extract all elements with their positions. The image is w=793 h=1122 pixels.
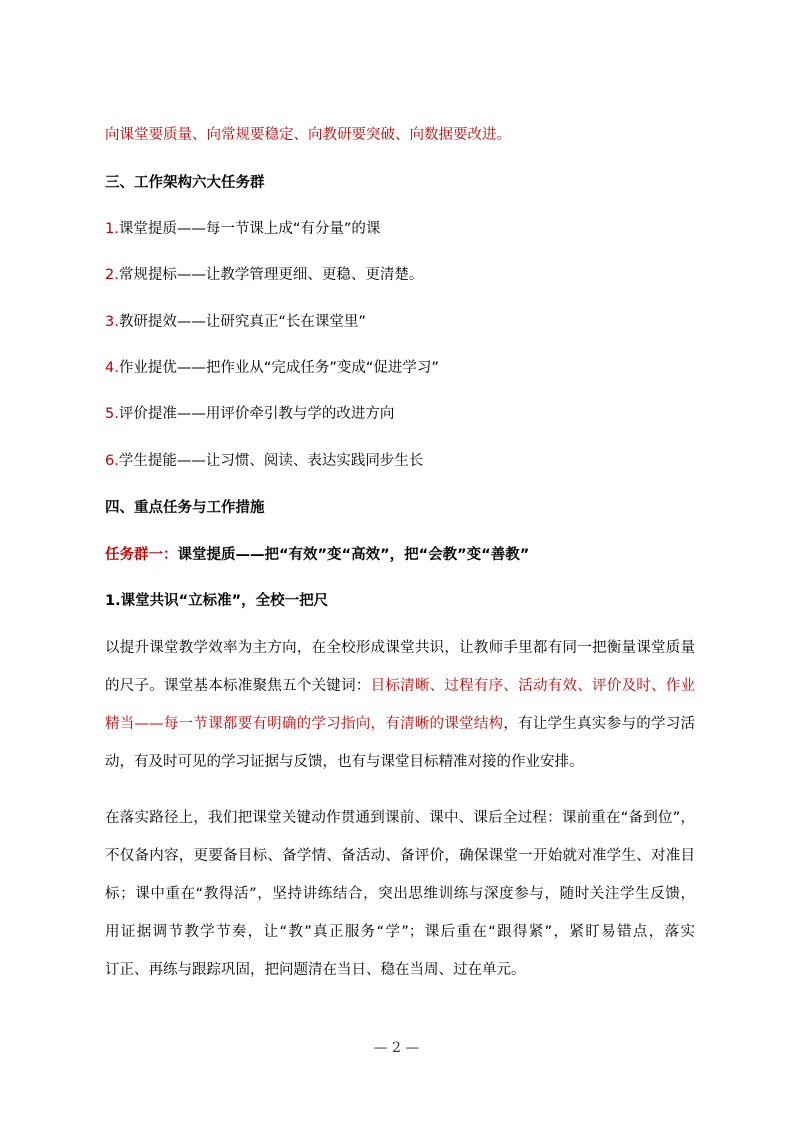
task-number: 6. [105,453,119,469]
task-item-2 [105,264,695,286]
task-text: 课堂提质——每一节课上成“有分量”的课 [118,221,381,237]
task-item-5 [105,403,695,425]
paragraph-1-line-3 [105,713,695,735]
paragraph-2-line-2: 不仅备内容，更要备目标、备学情、备活动、备评价，确保课堂一开始就对准学生、对准目 [105,848,695,864]
task-group-label: 任务群一： [105,547,178,563]
task-group-title: 课堂提质——把“有效”变“高效”，把“会教”变“善教” [177,547,530,563]
task-item-4 [105,357,695,379]
task-text: 评价提准——用评价牵引教与学的改进方向 [118,406,395,422]
paragraph-1-keywords-cont: 精当——每一节课都要有明确的学习指向，有清晰的课堂结构 [105,716,504,732]
intro-red-line: 向课堂要质量、向常规要稳定、向教研要突破、向数据要改进。 [105,127,511,143]
task-text: 教研提效——让研究真正“长在课堂里” [118,314,366,330]
paragraph-2-line-5: 订正、再练与跟踪巩固，把问题清在当日、稳在当周、过在单元。 [105,962,526,978]
paragraph-1-keywords: 目标清晰、过程有序、活动有效、评价及时、作业 [370,678,695,694]
task-number: 5. [105,406,119,422]
paragraph-2-line-4: 用证据调节教学节奏，让“教”真正服务“学”；课后重在“跟得紧”，紧盯易错点，落实 [105,924,695,940]
page-number: — 2 — [373,1040,420,1056]
task-number: 4. [105,360,119,376]
task-item-6 [105,450,695,472]
task-item-1 [105,218,695,240]
task-text: 作业提优——把作业从“完成任务”变成“促进学习” [118,360,439,376]
paragraph-1-text-cont: ，有让学生真实参与的学习活 [503,716,695,732]
section-heading-4: 四、重点任务与工作措施 [105,500,265,516]
paragraph-1-text: 的尺子。课堂基本标准聚焦五个关键词： [105,678,371,694]
paragraph-1-line-4: 动，有及时可见的学习证据与反馈，也有与课堂目标精准对接的作业安排。 [105,754,584,770]
subheading-1: 1.课堂共识“立标准”，全校一把尺 [105,593,329,609]
task-number: 2. [105,267,119,283]
task-item-3 [105,311,695,333]
task-text: 学生提能——让习惯、阅读、表达实践同步生长 [118,453,424,469]
paragraph-2-line-3: 标；课中重在“教得活”，坚持讲练结合，突出思维训练与深度参与，随时关注学生反馈， [105,886,695,902]
task-text: 常规提标——让教学管理更细、更稳、更清楚。 [118,267,424,283]
paragraph-1-line-2 [105,675,695,697]
section-heading-3: 三、工作架构六大任务群 [105,175,265,191]
task-number: 3. [105,314,119,330]
task-number: 1. [105,221,119,237]
task-group-1-heading [105,544,695,566]
paragraph-1-line-1: 以提升课堂教学效率为主方向，在全校形成课堂共识，让教师手里都有同一把衡量课堂质量 [105,640,695,656]
paragraph-2-line-1: 在落实路径上，我们把课堂关键动作贯通到课前、课中、课后全过程：课前重在“备到位”， [105,810,695,826]
